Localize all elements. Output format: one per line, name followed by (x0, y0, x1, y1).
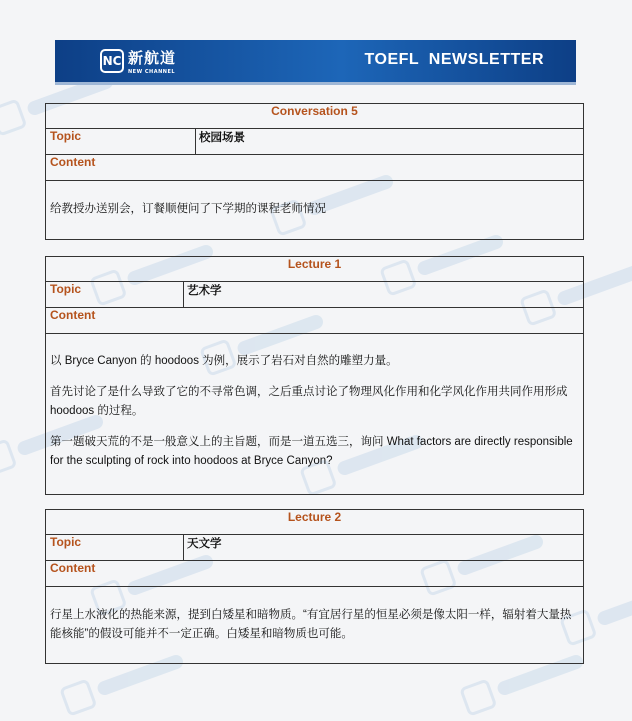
content-label: Content (46, 308, 583, 334)
content-paragraph: 以 Bryce Canyon 的 hoodoos 为例，展示了岩石对自然的雕塑力量。 (50, 355, 398, 367)
content-paragraph: 行星上水液化的热能来源，提到白矮星和暗物质。“有宜居行星的恒星必须是像太阳一样，辐射着大量热能核能”的假设可能并不一定正确。白矮星和暗物质也可能。 (50, 609, 572, 640)
topic-row (46, 535, 583, 561)
content-paragraph: 首先讨论了是什么导致了它的不寻常色调，之后重点讨论了物理风化作用和化学风化作用共同作用形成 hoodoos 的过程。 (50, 386, 568, 417)
topic-row (46, 282, 583, 308)
content-label: Content (46, 561, 583, 587)
content-label: Content (46, 155, 583, 181)
topic-value: 艺术学 (187, 283, 222, 297)
section-title: Conversation 5 (46, 104, 583, 129)
content-body (46, 181, 583, 239)
topic-row (46, 129, 583, 155)
logo-english-name: NEW CHANNEL (128, 69, 176, 75)
brand-logo (100, 46, 176, 76)
section-lecture-1 (45, 256, 584, 495)
logo-chinese-name: 新航道 (128, 49, 177, 67)
content-body (46, 334, 583, 494)
section-lecture-2 (45, 509, 584, 664)
topic-label: Topic (46, 535, 184, 560)
topic-value: 校园场景 (199, 130, 245, 144)
newsletter-header (55, 40, 576, 85)
newsletter-title: TOEFL NEWSLETTER (364, 51, 544, 68)
topic-value: 天文学 (187, 536, 222, 550)
content-body (46, 587, 583, 663)
content-paragraph: 第一题破天荒的不是一般意义上的主旨题，而是一道五选三，询问 What factors are directly responsible for the sculpting of rock into hoodoos at Bryce Canyon? (50, 436, 573, 467)
content-paragraph: 给教授办送别会，订餐顺便问了下学期的课程老师情况 (50, 203, 326, 215)
section-conversation-5 (45, 103, 584, 240)
section-title: Lecture 2 (46, 510, 583, 535)
logo-mark-icon: NC (100, 49, 124, 73)
topic-label: Topic (46, 129, 196, 154)
section-title: Lecture 1 (46, 257, 583, 282)
topic-label: Topic (46, 282, 184, 307)
